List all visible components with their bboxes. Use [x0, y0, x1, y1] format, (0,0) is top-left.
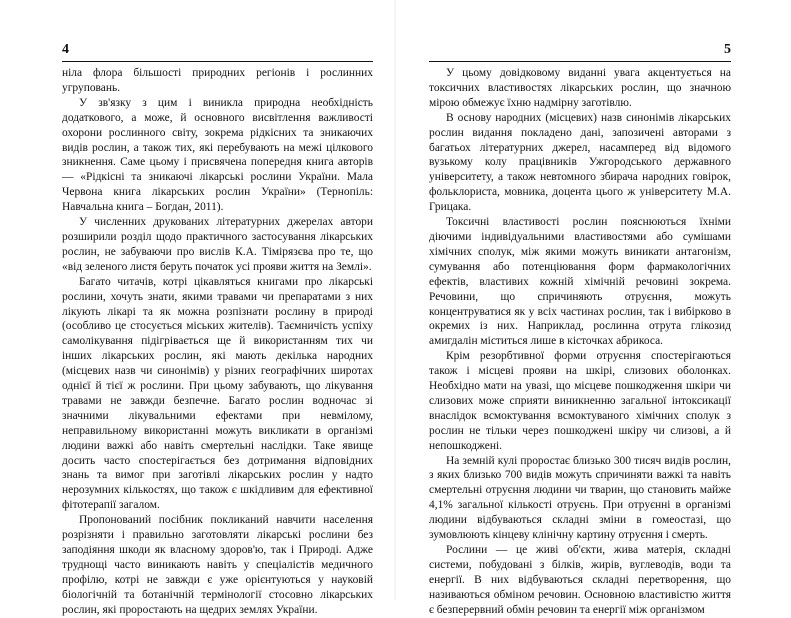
paragraph: У зв'язку з цим і виникла природна необхідність додаткового, а може, й основного висвітлення важливості охорони рослинного світу, зокрема рідкісних та зникаючих видів рослин, а також тих, які перебувають на межі цілкового зникнення. Саме цьому і присвячена попередня книга авторів — «Рідкісні та зникаючі лікарські рослини України. Мала Червона книга лікарських рослин України» (Тернопіль: Навчальна книга – Богдан, 2011).	[62, 96, 373, 214]
paragraph: Рослини — це живі об'єкти, жива матерія, складні системи, побудовані з білків, жирів, вуглеводів, води та енергії. В них відбуваються складні перетворення, що називаються обміном речовин. Основною властивістю життя є безперервний обмін речовин та енергії між організмом	[429, 544, 731, 616]
paragraph: Багато читачів, котрі цікавляться книгами про лікарські рослини, хочуть знати, якими травами чи препаратами з них лікують лікарі та як можна розпізнати рослину в природі (особливо це стосується міських жителів). Таємничість успіху самолікування підігрівається ще й використанням тих чи інших лікарських рослин, які мають декілька народних (місцевих назв чи синонімів) у різних географічних широтах однієї й тієї ж рослини. При цьому забувають, що лікування травами не завжди безпечне. Багато рослин водночас зі значними лікувальними ефектами при невмілому, неправильному використанні можуть викликати в організмі людини важкі або навіть смертельні наслідки. Таке явище досить часто спостерігається без дотримання відповідних знань та вимог при заготівлі лікарських рослин у надто нерозумних кількостях, що також є шкідливим для ефективної фітотерапії загалом.	[62, 275, 373, 512]
left-page	[0, 0, 395, 616]
page-body	[62, 66, 373, 618]
header-rule	[62, 61, 373, 62]
paragraph: У численних друкованих літературних джерелах автори розширили розділ щодо практичного застосування лікарських рослин, не забуваючи про вислів К.А. Тімірязєва про те, що «від зеленого листя беруть початок усі прояви життя на Землі».	[62, 216, 373, 273]
paragraph: Крім резорбтивної форми отруєння спостерігаються також і місцеві прояви на шкірі, слизових оболонках. Необхідно мати на увазі, що місцеве пошкодження шкіри чи слизових може сприяти виникненню загальної інтоксикації внаслідок всмоктування всмоктуваного хімічних сполук з рослин не тільки через пошкоджені шкіру чи слизові, а й непошкоджені.	[429, 350, 731, 452]
page-number: 4	[62, 42, 69, 57]
paragraph: На земній кулі проростає близько 300 тисяч видів рослин, з яких близько 700 видів можуть спричиняти важкі та навіть смертельні отруєння людини чи тварин, що становить майже 4,1% загальної кількості отруєнь. При отруєнні в організмі людини відбуваються складні зміни в гомеостазі, що зумовлюють кінцеву клінічну картину отруєння і смерть.	[429, 454, 731, 542]
paragraph: Токсичні властивості рослин пояснюються їхніми діючими індивідуальними властивостями або сумішами хімічних сполук, між якими можуть виникати антагонізм, сумування або потенціювання форм фармакологічних ефектів, властивих кожній хімічній речовині зокрема. Речовини, що спричиняють отруєння, можуть концентруватися як у всіх частинах рослин, так і вибірково в окремих із них. Наприклад, рослинна отрута глікозид амигдалін міститься лише в кісточках абрикоса.	[429, 216, 731, 348]
page-body	[429, 66, 731, 618]
page-number: 5	[724, 42, 731, 57]
header-rule	[429, 61, 731, 62]
paragraph: Пропонований посібник покликаний навчити населення розрізняти і правильно заготовляти лікарські рослини без заподіяння шкоди як власному здоров'ю, так і Природі. Адже труднощі часто виникають навіть у спеціалістів медичного профілю, котрі не завжди є уже орієнтуються у науковій біологічній та ботанічній термінології стосовно лікарських рослин, які проростають на щедрих землях України.	[62, 514, 373, 616]
paragraph: ніла флора більшості природних регіонів і рослинних угруповань.	[62, 67, 373, 94]
paragraph: В основу народних (місцевих) назв синонімів лікарських рослин видання покладено дані, запозичені авторами з багатьох літературних джерел, насамперед від відомого вузькому колу працівників Ужгородського державного університету, а також невтомного збирача народних говірок, фольклориста, мовника, доцента цього ж університету М.А. Грицака.	[429, 111, 731, 214]
paragraph: У цьому довідковому виданні увага акцентується на токсичних властивостях лікарських рослин, що значною мірою обмежує їхню надмірну заготівлю.	[429, 67, 731, 109]
right-page	[396, 0, 791, 616]
